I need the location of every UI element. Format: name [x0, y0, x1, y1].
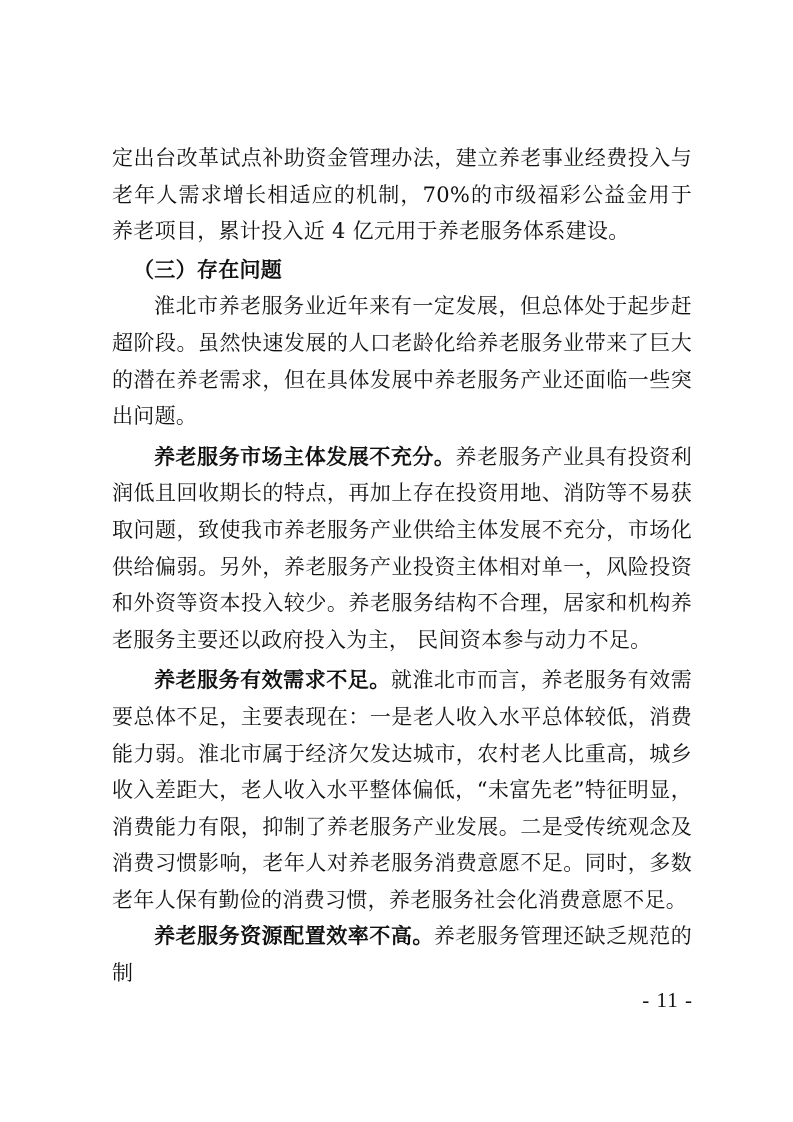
- issue-paragraph-demand: [112, 662, 692, 918]
- issue-text-market: 养老服务产业具有投资利润低且回收期长的特点，再加上存在投资用地、消防等不易获取问题，致使我市养老服务产业供给主体发展不充分，市场化供给偏弱。另外，养老服务产业投资主体相对单一，风险投资和外资等资本投入较少。养老服务结构不合理，居家和机构养老服务主要还以政府投入为主， 民间资本参与动力不足。: [112, 444, 692, 652]
- issue-lead-market: 养老服务市场主体发展不充分。: [154, 444, 456, 469]
- issue-paragraph-market: [112, 439, 692, 659]
- issue-text-demand: 就淮北市而言，养老服务有效需要总体不足，主要表现在：一是老人收入水平总体较低，消费能力弱。淮北市属于经济欠发达城市，农村老人比重高，城乡收入差距大，老人收入水平整体偏低，“未富先老”特征明显，消费能力有限，抑制了养老服务产业发展。二是受传统观念及消费习惯影响，老年人对养老服务消费意愿不足。同时，多数老年人保有勤俭的消费习惯，养老服务社会化消费意愿不足。: [112, 668, 692, 912]
- continuation-paragraph: 定出台改革试点补助资金管理办法，建立养老事业经费投入与老年人需求增长相适应的机制，70%的市级福彩公益金用于养老项目，累计投入近 4 亿元用于养老服务体系建设。: [112, 146, 692, 244]
- issue-lead-demand: 养老服务有效需求不足。: [154, 668, 391, 693]
- intro-paragraph: 淮北市养老服务业近年来有一定发展，但总体处于起步赶超阶段。虽然快速发展的人口老龄化给养老服务业带来了巨大的潜在养老需求，但在具体发展中养老服务产业还面临一些突出问题。: [112, 294, 692, 429]
- issue-paragraph-resources: [112, 918, 692, 991]
- document-body: [112, 140, 692, 992]
- section-heading: （三）存在问题: [133, 257, 283, 282]
- issue-lead-resources: 养老服务资源配置效率不高。: [154, 924, 434, 949]
- page-number: - 11 -: [642, 988, 693, 1012]
- issue-text-resources: 养老服务管理还缺乏规范的制: [112, 924, 692, 986]
